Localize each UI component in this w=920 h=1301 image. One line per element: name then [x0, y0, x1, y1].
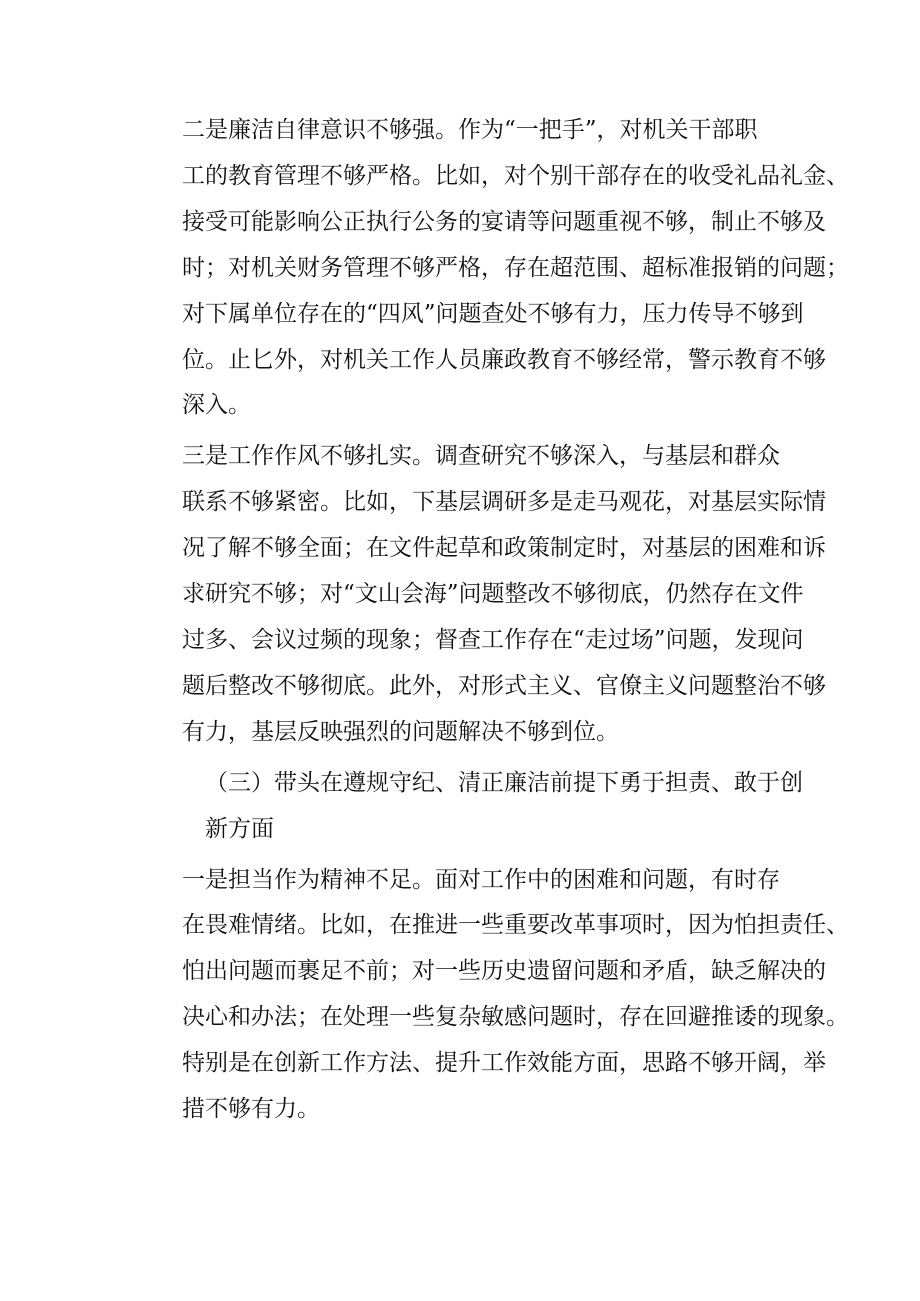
paragraph-responsibility — [135, 858, 849, 1133]
text-line: 三是工作作风不够扎实。调查研究不够深入，与基层和群众 — [182, 443, 780, 470]
section-heading — [135, 761, 803, 853]
text-line: 况了解不够全面；在文件起草和政策制定时，对基层的困难和诉 — [182, 535, 826, 562]
text-line: 在畏难情绪。比如，在推进一些重要改革事项时，因为怕担责任、 — [182, 912, 849, 939]
text-line: 决心和办法；在处理一些复杂敏感问题时，存在回避推诿的现象。 — [182, 1004, 849, 1031]
document-body — [135, 108, 849, 1133]
text-line: 位。止匕外，对机关工作人员廉政教育不够经常，警示教育不够 — [182, 346, 826, 373]
paragraph-integrity-self-discipline — [135, 108, 849, 429]
text-line: 特别是在创新工作方法、提升工作效能方面，思路不够开阔，举 — [182, 1050, 826, 1077]
text-line: 时；对机关财务管理不够严格，存在超范围、超标准报销的问题； — [182, 254, 849, 281]
text-line: 一是担当作为精神不足。面对工作中的困难和问题，有时存 — [182, 866, 780, 893]
text-line: 新方面 — [205, 815, 274, 842]
text-line: 题后整改不够彻底。此外，对形式主义、官僚主义问题整治不够 — [182, 672, 826, 699]
text-line: 工的教育管理不够严格。比如，对个别干部存在的收受礼品礼金、 — [182, 162, 849, 189]
text-line: （三）带头在遵规守纪、清正廉洁前提下勇于担责、敢于创 — [205, 769, 803, 796]
text-line: 怕出问题而裹足不前；对一些历史遗留问题和矛盾，缺乏解决的 — [182, 958, 826, 985]
text-line: 对下属单位存在的“四风”问题查处不够有力，压力传导不够到 — [182, 300, 804, 327]
text-line: 联系不够紧密。比如，下基层调研多是走马观花，对基层实际情 — [182, 489, 826, 516]
text-line: 二是廉洁自律意识不够强。作为“一把手”，对机关干部职 — [182, 117, 758, 143]
text-line: 深入。 — [182, 392, 251, 419]
paragraph-work-style — [135, 434, 826, 755]
text-line: 接受可能影响公正执行公务的宴请等问题重视不够，制止不够及 — [182, 208, 826, 235]
text-line: 措不够有力。 — [182, 1096, 320, 1123]
text-line: 求研究不够；对“文山会海”问题整改不够彻底，仍然存在文件 — [182, 581, 804, 608]
text-line: 有力，基层反映强烈的问题解决不够到位。 — [182, 718, 619, 745]
text-line: 过多、会议过频的现象；督查工作存在“走过场”问题，发现问 — [182, 626, 804, 653]
